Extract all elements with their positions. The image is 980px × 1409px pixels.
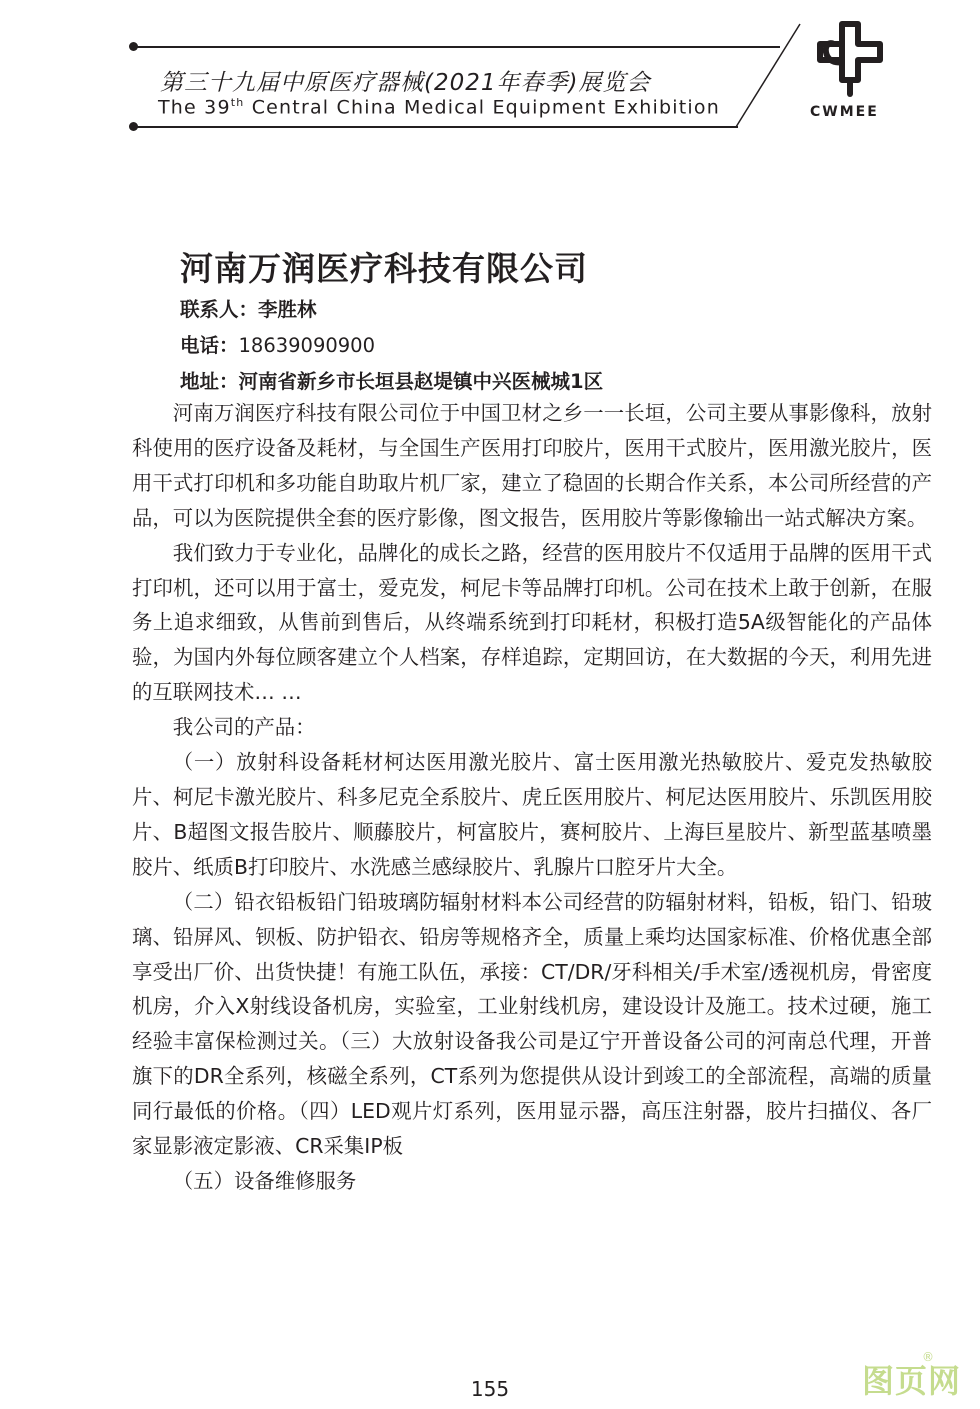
paragraph-products-heading: 我公司的产品： [172,715,316,740]
paragraph-mission: 我们致力于专业化，品牌化的成长之路，经营的医用胶片不仅适用于品牌的医用干式打印机，还可以用于富士，爱克发，柯尼卡等品牌打印机。公司在技术上敢于创新，在服务上追求细致，从售前到售后，从终端系统到打印耗材，积极打造5A级智能化的产品体验，为国内外每位顾客建立个人档案，存样追踪，定期回访，在大数据的今天，利用先进的互联网技术… … [132,540,932,705]
paragraph-products-5: （五）设备维修服务 [172,1168,357,1193]
contact-line: 联系人：李胜林 [180,298,317,321]
watermark-registered-mark: ® [922,1350,934,1364]
header-bottom-rule [134,126,738,128]
header-slash-rule [730,20,810,132]
header-top-rule [134,46,780,48]
body-text [132,396,932,1199]
paragraph-products-1: （一）放射科设备耗材柯达医用激光胶片、富士医用激光热敏胶片、爱克发热敏胶片、柯尼卡激光胶片、科多尼克全系胶片、虎丘医用胶片、柯尼达医用胶片、乐凯医用胶片、B超图文报告胶片、顺藤胶片，柯富胶片，赛柯胶片、上海巨星胶片、新型蓝基喷墨胶片、纸质B打印胶片、水洗感兰感绿胶片、乳腺片口腔牙片大全。 [132,750,932,879]
address-line: 地址：河南省新乡市长垣县赵堤镇中兴医械城1区 [180,370,604,393]
cwmee-logo-icon [812,18,888,100]
exhibition-title-cn: 第三十九届中原医疗器械(2021年春季)展览会 [160,70,651,96]
exhibition-title-en: The 39th Central China Medical Equipment Exhibition [158,96,720,119]
paragraph-products-2: （二）铅衣铅板铅门铅玻璃防辐射材料本公司经营的防辐射材料，铅板，铅门、铅玻璃、铅屏风、钡板、防护铅衣、铅房等规格齐全，质量上乘均达国家标准、价格优惠全部享受出厂价、出货快捷！有施工队伍，承接：CT/DR/牙科相关/手术室/透视机房，骨密度机房，介入X射线设备机房，实验室，工业射线机房，建设设计及施工。技术过硬，施工经验丰富保检测过关。（三）大放射设备我公司是辽宁开普设备公司的河南总代理，开普旗下的DR全系列，核磁全系列，CT系列为您提供从设计到竣工的全部流程，高端的质量同行最低的价格。（四）LED观片灯系列，医用显示器，高压注射器，胶片扫描仪、各厂家显影液定影液、CR采集IP板 [132,889,932,1159]
paragraph-intro: 河南万润医疗科技有限公司位于中国卫材之乡一一长垣，公司主要从事影像科，放射科使用的医疗设备及耗材，与全国生产医用打印胶片，医用干式胶片，医用激光胶片，医用干式打印机和多功能自助取片机厂家，建立了稳固的长期合作关系，本公司所经营的产品，可以为医院提供全套的医疗影像，图文报告，医用胶片等影像输出一站式解决方案。 [132,401,932,530]
page-number: 155 [470,1377,510,1401]
company-name: 河南万润医疗科技有限公司 [180,249,588,288]
watermark: 图页网 [862,1362,962,1400]
phone-line: 电话：18639090900 [180,334,375,357]
logo-text: CWMEE [810,104,879,120]
